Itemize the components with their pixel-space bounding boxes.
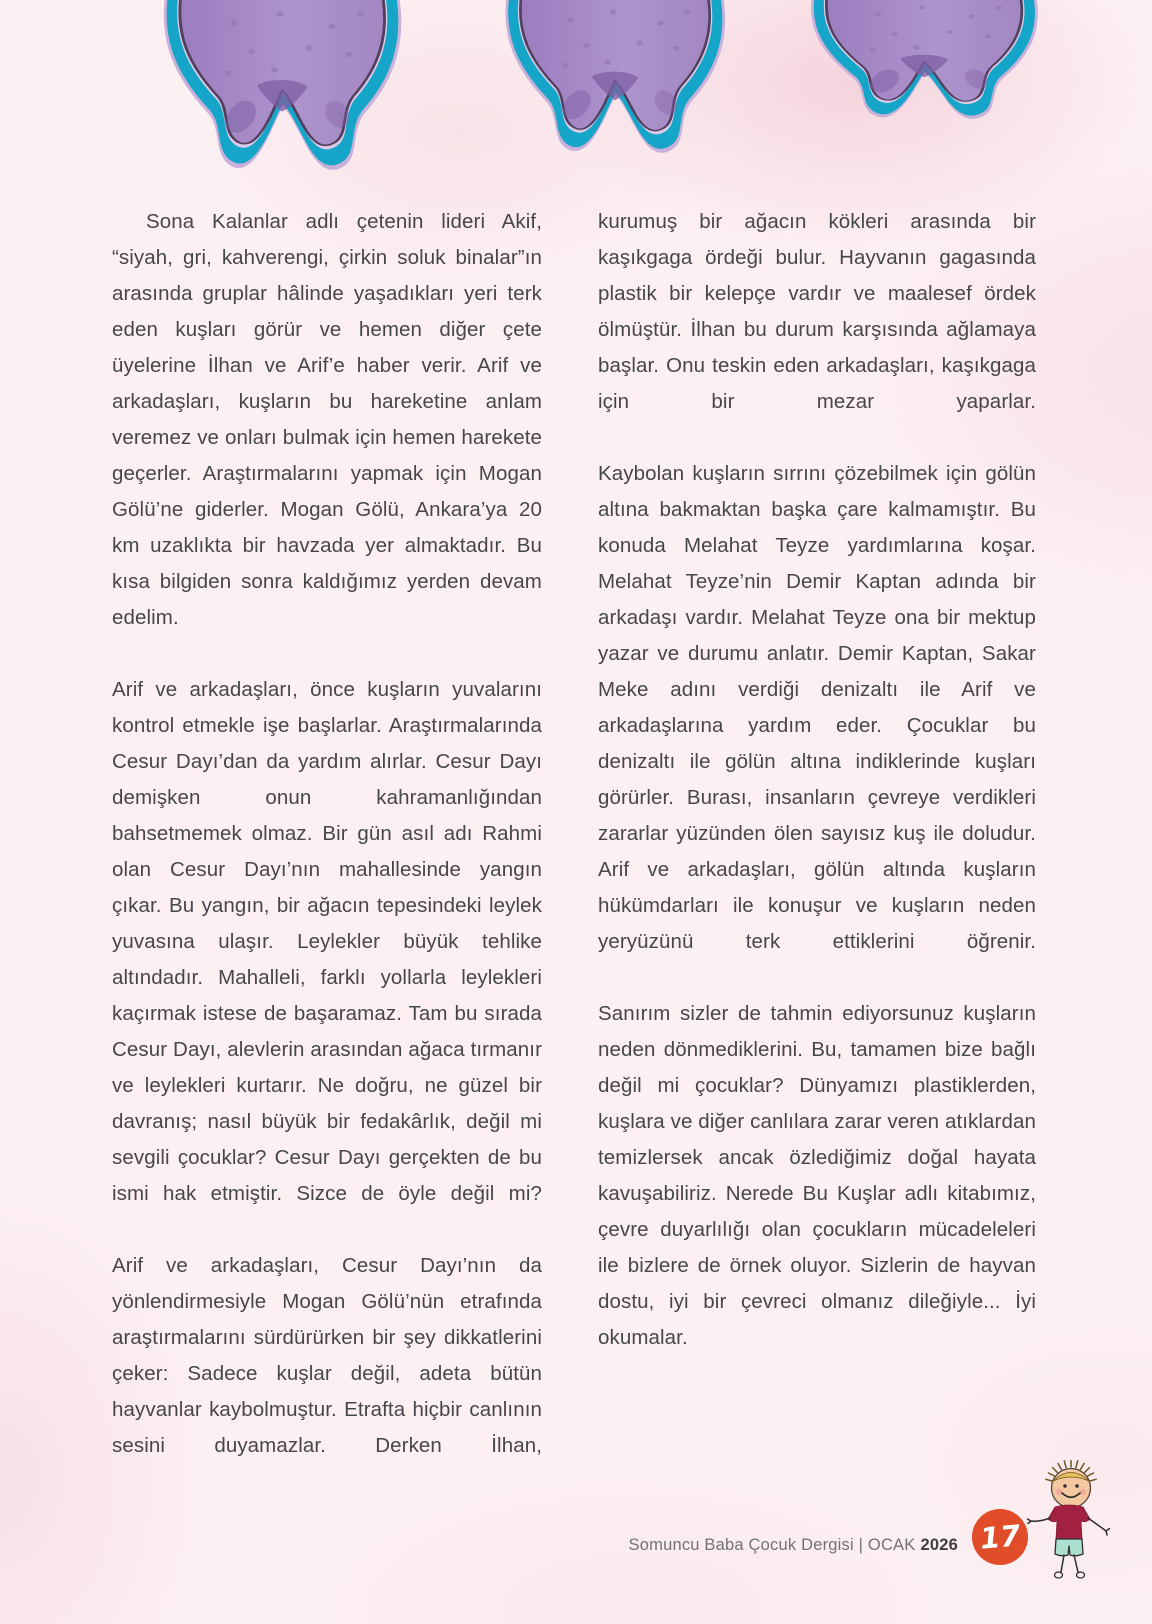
- paragraph: kurumuş bir ağacın kökleri arasında bir kaşıkgaga ördeği bulur. Hayvanın gagasında plastik bir kelepçe vardır ve maalesef ördek ölmüştür. İlhan bu durum karşısında ağlamaya başlar. Onu teskin eden arkadaşları, kaşıkgaga için bir mezar yaparlar.: [598, 210, 1036, 413]
- story-text: [112, 204, 1036, 1464]
- paragraph: Sona Kalanlar adlı çetenin lideri Akif, “siyah, gri, kahverengi, çirkin soluk binalar”ın arasında gruplar hâlinde yaşadıkları yeri terk eden kuşları görür ve hemen diğer çete üyelerine İlhan ve Arif’e haber verir. Arif ve arkadaşları, kuşların bu hareketine anlam veremez ve onları bulmak için hemen harekete geçerler. Araştırmalarını yapmak için Mogan Gölü’ne giderler. Mogan Gölü, Ankara’ya 20 km uzaklıkta bir havzada yer almaktadır. Bu kısa bilgiden sonra kaldığımız yerden devam edelim.: [112, 210, 542, 629]
- kid-left-foot: [1055, 1572, 1063, 1578]
- kid-right-arm: [1088, 1518, 1110, 1535]
- hanging-starfish-arms-icon: [0, 0, 1152, 210]
- kid-left-arm: [1028, 1518, 1051, 1524]
- page-number: 17: [978, 1518, 1022, 1556]
- starfish-arm-left: [164, 0, 402, 170]
- kid-shorts: [1055, 1539, 1083, 1556]
- kid-right-foot: [1077, 1572, 1085, 1578]
- footer-magazine-label: Somuncu Baba Çocuk Dergisi | OCAK: [628, 1536, 916, 1554]
- page-number-badge: [972, 1509, 1028, 1565]
- paragraph: Arif ve arkadaşları, önce kuşların yuvalarını kontrol etmekle işe başlarlar. Araştırmalarında Cesur Dayı’dan da yardım alırlar. Cesur Dayı demişken onun kahramanlığından bahsetmemek olmaz. Bir gün asıl adı Rahmi olan Cesur Dayı’nın mahallesinde yangın çıkar. Bu yangın, bir ağacın tepesindeki leylek yuvasına ulaşır. Leylekler büyük tehlike altındadır. Mahalleli, farklı yollarla leylekleri kaçırmak istese de başaramaz. Tam bu sırada Cesur Dayı, alevlerin arasından ağaca tırmanır ve leylekleri kurtarır. Ne doğru, ne güzel bir davranış; nasıl büyük bir fedakârlık, değil mi sevgili çocuklar? Cesur Dayı gerçekten de bu ismi hak etmiştir. Sizce de öyle değil mi?: [112, 678, 542, 1205]
- footer-year: 2026: [920, 1536, 958, 1554]
- left-text-column: [112, 204, 542, 1464]
- kid-cheek: [1056, 1489, 1062, 1495]
- starfish-arm-middle: [506, 0, 726, 153]
- paragraph: Sanırım sizler de tahmin ediyorsunuz kuşların neden dönmediklerini. Bu, tamamen bize bağlı değil mi çocuklar? Dünyamızı plastiklerden, kuşlara ve diğer canlılara zarar veren atıklardan temizlersek ancak özlediğimiz doğal hayata kavuşabiliriz. Nerede Bu Kuşlar adlı kitabımız, çevre duyarlılığı olan çocukların mücadeleleri ile bizlere de örnek oluyor. Sizlerin de hayvan dostu, iyi bir çevreci olmanız dileğiyle... İyi okumalar.: [598, 1002, 1036, 1349]
- kid-eye: [1075, 1484, 1079, 1488]
- right-text-column: [598, 204, 1036, 1464]
- starfish-arm-right: [811, 0, 1038, 119]
- child-illustration-icon: [1024, 1460, 1114, 1586]
- paragraph: Kaybolan kuşların sırrını çözebilmek için gölün altına bakmaktan başka çare kalmamıştır. Bu konuda Melahat Teyze yardımlarına koşar. Melahat Teyze’nin Demir Kaptan adında bir arkadaşı vardır. Melahat Teyze ona bir mektup yazar ve durumu anlatır. Demir Kaptan, Sakar Meke adını verdiği denizaltı ile Arif ve arkadaşlarına yardım eder. Çocuklar bu denizaltı ile gölün altına indiklerinde kuşları görürler. Burası, insanların çevreye verdikleri zararlar yüzünden ölen sayısız kuş ile doludur. Arif ve arkadaşları, gölün altında kuşların hükümdarları ile konuşur ve kuşların neden yeryüzünü terk ettiklerini öğrenir.: [598, 462, 1036, 953]
- paragraph: Arif ve arkadaşları, Cesur Dayı’nın da yönlendirmesiyle Mogan Gölü’nün etrafında araştırmalarını sürdürürken bir şey dikkatlerini çeker: Sadece kuşlar değil, adeta bütün hayvanlar kaybolmuştur. Etrafta hiçbir canlının sesini duyamazlar. Derken İlhan,: [112, 1254, 542, 1457]
- kid-cheek: [1080, 1489, 1086, 1495]
- footer-caption: [0, 1536, 958, 1555]
- kid-legs: [1061, 1555, 1078, 1572]
- kid-shirt: [1048, 1505, 1090, 1542]
- kid-eye: [1063, 1484, 1067, 1488]
